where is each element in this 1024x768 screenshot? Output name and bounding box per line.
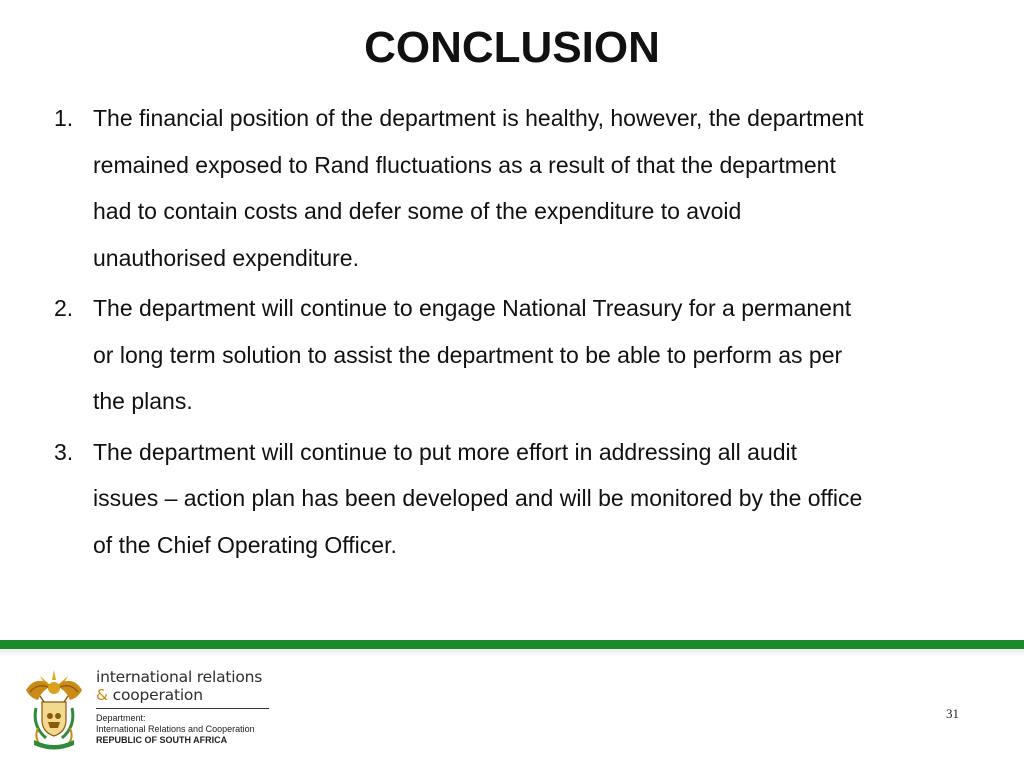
brand-line-2-text: cooperation xyxy=(107,686,203,704)
brand-line-2 xyxy=(96,686,276,704)
list-line: issues – action plan has been developed and will be monitored by the office xyxy=(93,485,863,511)
brand-ampersand: & xyxy=(96,686,108,704)
list-line: had to contain costs and defer some of the expenditure to avoid xyxy=(93,198,742,224)
list-number: 3. xyxy=(54,438,74,465)
department-label: Department: xyxy=(96,713,146,723)
coat-of-arms-icon xyxy=(22,668,86,750)
list-number: 2. xyxy=(54,295,74,321)
list-line: remained exposed to Rand fluctuations as a result of that the department xyxy=(93,151,836,178)
footer-divider xyxy=(0,640,1024,649)
footer-shade xyxy=(0,649,1024,657)
department-name: International Relations and Cooperation xyxy=(96,724,255,734)
list-item xyxy=(50,95,970,281)
list-line: The department will continue to engage National Treasury for a permanent xyxy=(93,295,852,321)
list-line: The department will continue to put more effort in addressing all audit xyxy=(93,438,798,465)
slide-title: CONCLUSION xyxy=(364,23,660,72)
department-logo xyxy=(96,668,276,746)
list-item xyxy=(50,429,970,569)
list-line: The financial position of the department is healthy, however, the department xyxy=(93,105,864,131)
list-item xyxy=(50,285,970,425)
list-number: 1. xyxy=(54,105,74,131)
brand-divider xyxy=(96,708,269,709)
list-line: the plans. xyxy=(93,388,193,414)
list-line: unauthorised expenditure. xyxy=(93,244,359,271)
list-line: of the Chief Operating Officer. xyxy=(93,531,397,558)
page-number: 31 xyxy=(946,706,959,721)
conclusion-list xyxy=(50,95,970,572)
country-name: REPUBLIC OF SOUTH AFRICA xyxy=(96,735,228,745)
brand-line-1: international relations xyxy=(96,668,263,686)
list-line: or long term solution to assist the department to be able to perform as per xyxy=(93,341,843,368)
